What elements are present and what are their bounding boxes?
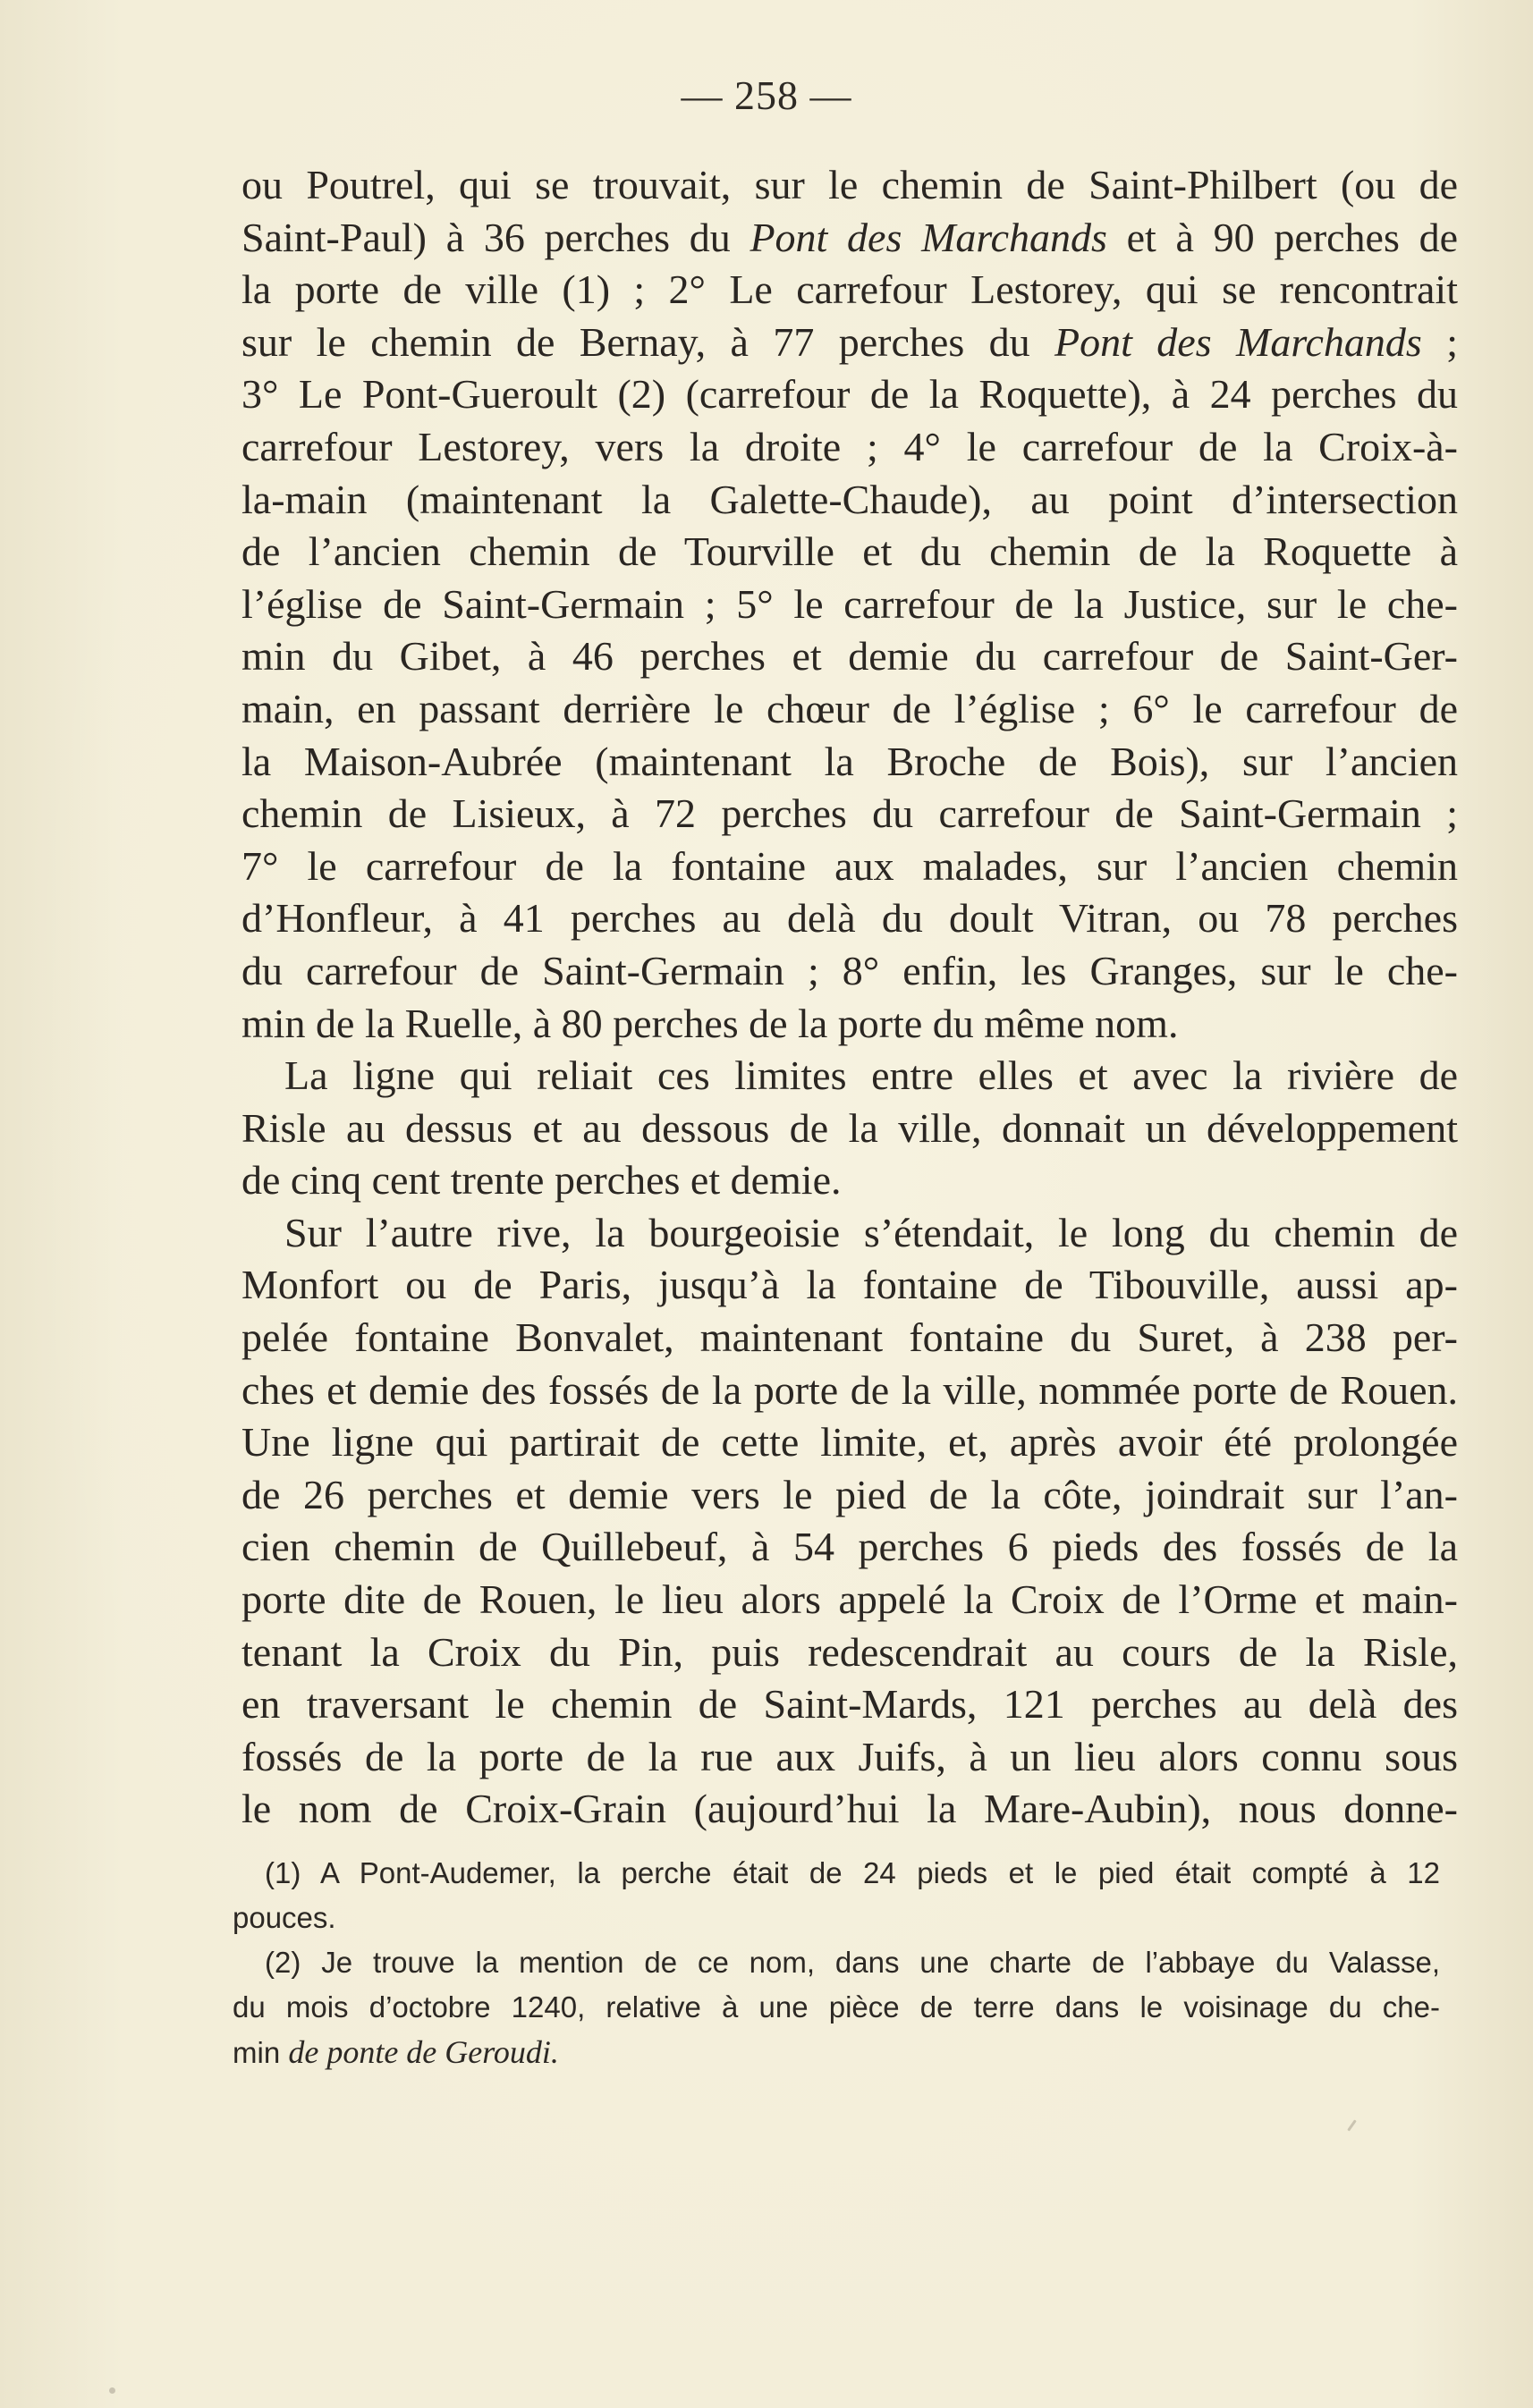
text-line-text: ches et demie des fossés de la porte de la ville, nommée porte de Rouen. (241, 1366, 1458, 1413)
footnote-line (233, 1985, 1440, 2030)
text-line-text: La ligne qui reliait ces limites entre elles et avec la rivière de (284, 1052, 1458, 1099)
text-line-text: du carrefour de Saint-Germain ; 8° enfin, les Granges, sur le che- (241, 947, 1458, 993)
text-line (241, 630, 1458, 683)
text-line-text: min de la Ruelle, à 80 perches de la porte du même nom. (241, 1000, 1179, 1046)
text-line (241, 1731, 1458, 1784)
text-line-text: Risle au dessus et au dessous de la ville, donnait un développement (241, 1104, 1458, 1151)
footnote-line (233, 2030, 1440, 2074)
text-line-text: 3° Le Pont-Gueroult (2) (carrefour de la Roquette), à 24 perches du (241, 371, 1458, 418)
text-line-text: pelée fontaine Bonvalet, maintenant fontaine du Suret, à 238 per- (241, 1314, 1458, 1361)
footnote-line-text: (2) Je trouve la mention de ce nom, dans une charte de l’abbaye du Valasse, (265, 1946, 1440, 1979)
text-line-italic-text: Pont des Marchands (1054, 318, 1422, 365)
text-line (241, 264, 1458, 317)
text-line (241, 841, 1458, 893)
text-line-text: ou Poutrel, qui se trouvait, sur le chemin de Saint-Philbert (ou de (241, 162, 1458, 207)
text-line-text: de l’ancien chemin de Tourville et du chemin de la Roquette à (241, 528, 1458, 575)
text-line-text: Une ligne qui partirait de cette limite, et, après avoir été prolongée (241, 1419, 1458, 1466)
text-line-text: chemin de Lisieux, à 72 perches du carrefour de Saint-Germain ; (241, 790, 1458, 837)
text-line (241, 736, 1458, 789)
footnote-line-text: min (233, 2036, 289, 2069)
text-line (241, 159, 1458, 212)
text-line-text: la porte de ville (1) ; 2° Le carrefour Lestorey, qui se rencontrait (241, 266, 1458, 313)
text-line (241, 1783, 1458, 1836)
page-number: — 258 — (681, 72, 852, 118)
text-line (241, 1521, 1458, 1574)
text-line (241, 1103, 1458, 1155)
text-line-text-after: et à 90 perches de (1106, 214, 1458, 260)
text-line (241, 1626, 1458, 1679)
text-line-text: Saint-Paul) à 36 perches du (241, 214, 750, 260)
text-line-text: la-main (maintenant la Galette-Chaude), au point d’intersection (241, 476, 1458, 522)
text-line (241, 1207, 1458, 1260)
text-line (241, 474, 1458, 527)
text-line (241, 998, 1458, 1051)
text-line-text: cien chemin de Quillebeuf, à 54 perches 6 pieds des fossés de la (241, 1524, 1458, 1570)
body-text (241, 159, 1458, 1836)
text-line (241, 892, 1458, 945)
text-line (241, 1678, 1458, 1731)
text-line-text: de cinq cent trente perches et demie. (241, 1157, 842, 1204)
text-line (241, 579, 1458, 631)
text-line-text: Sur l’autre rive, la bourgeoisie s’étendait, le long du chemin de (284, 1209, 1458, 1255)
text-line-text: de 26 perches et demie vers le pied de la côte, joindrait sur l’an- (241, 1471, 1458, 1517)
footnote-line (233, 1896, 1440, 1940)
footnote-line-italic-text: de ponte de Geroudi. (288, 2034, 559, 2070)
footnote-line-text: du mois d’octobre 1240, relative à une pièce de terre dans le voisinage du che- (233, 1990, 1440, 2024)
text-line (241, 212, 1458, 265)
text-line-text-after: ; (1421, 318, 1458, 365)
text-line (241, 1154, 1458, 1207)
text-line (241, 788, 1458, 841)
footnotes (233, 1851, 1440, 2074)
text-line (241, 526, 1458, 579)
text-line (241, 1469, 1458, 1522)
paper-speck (109, 2387, 115, 2394)
text-line-text: le nom de Croix-Grain (aujourd’hui la Mare-Aubin), nous donne- (241, 1786, 1458, 1832)
text-line-text: sur le chemin de Bernay, à 77 perches du (241, 318, 1055, 365)
text-line (241, 1050, 1458, 1103)
text-line (241, 945, 1458, 998)
text-line (241, 317, 1458, 369)
footnote-line (233, 1940, 1440, 1985)
paper-speck (1347, 2119, 1356, 2131)
text-line-text: main, en passant derrière le chœur de l’église ; 6° le carrefour de (241, 685, 1458, 731)
text-line (241, 368, 1458, 421)
text-line-text: l’église de Saint-Germain ; 5° le carrefour de la Justice, sur le che- (241, 580, 1458, 627)
text-line (241, 1365, 1458, 1417)
text-line (241, 683, 1458, 736)
text-line-text: carrefour Lestorey, vers la droite ; 4° le carrefour de la Croix-à- (241, 423, 1458, 469)
text-line-text: tenant la Croix du Pin, puis redescendrait au cours de la Risle, (241, 1628, 1458, 1675)
text-line (241, 1259, 1458, 1312)
text-line (241, 1312, 1458, 1365)
text-line-text: Monfort ou de Paris, jusqu’à la fontaine de Tibouville, aussi ap- (241, 1262, 1458, 1308)
text-line-italic-text: Pont des Marchands (750, 214, 1107, 260)
text-line-text: 7° le carrefour de la fontaine aux malades, sur l’ancien chemin (241, 842, 1458, 889)
text-line (241, 421, 1458, 474)
text-line-text: min du Gibet, à 46 perches et demie du carrefour de Saint-Ger- (241, 633, 1458, 680)
footnote-line-text: pouces. (233, 1901, 336, 1934)
footnote-line (233, 1851, 1440, 1896)
text-line-text: la Maison-Aubrée (maintenant la Broche de Bois), sur l’ancien (241, 738, 1458, 784)
text-line-text: fossés de la porte de la rue aux Juifs, à un lieu alors connu sous (241, 1733, 1458, 1779)
text-line-text: porte dite de Rouen, le lieu alors appelé la Croix de l’Orme et main- (241, 1576, 1458, 1623)
text-line-text: en traversant le chemin de Saint-Mards, 121 perches au delà des (241, 1681, 1458, 1728)
text-line-text: d’Honfleur, à 41 perches au delà du doult Vitran, ou 78 perches (241, 895, 1458, 942)
text-line (241, 1574, 1458, 1626)
footnote-line-text: (1) A Pont-Audemer, la perche était de 24 pieds et le pied était compté à 12 (265, 1856, 1440, 1889)
text-line (241, 1416, 1458, 1469)
